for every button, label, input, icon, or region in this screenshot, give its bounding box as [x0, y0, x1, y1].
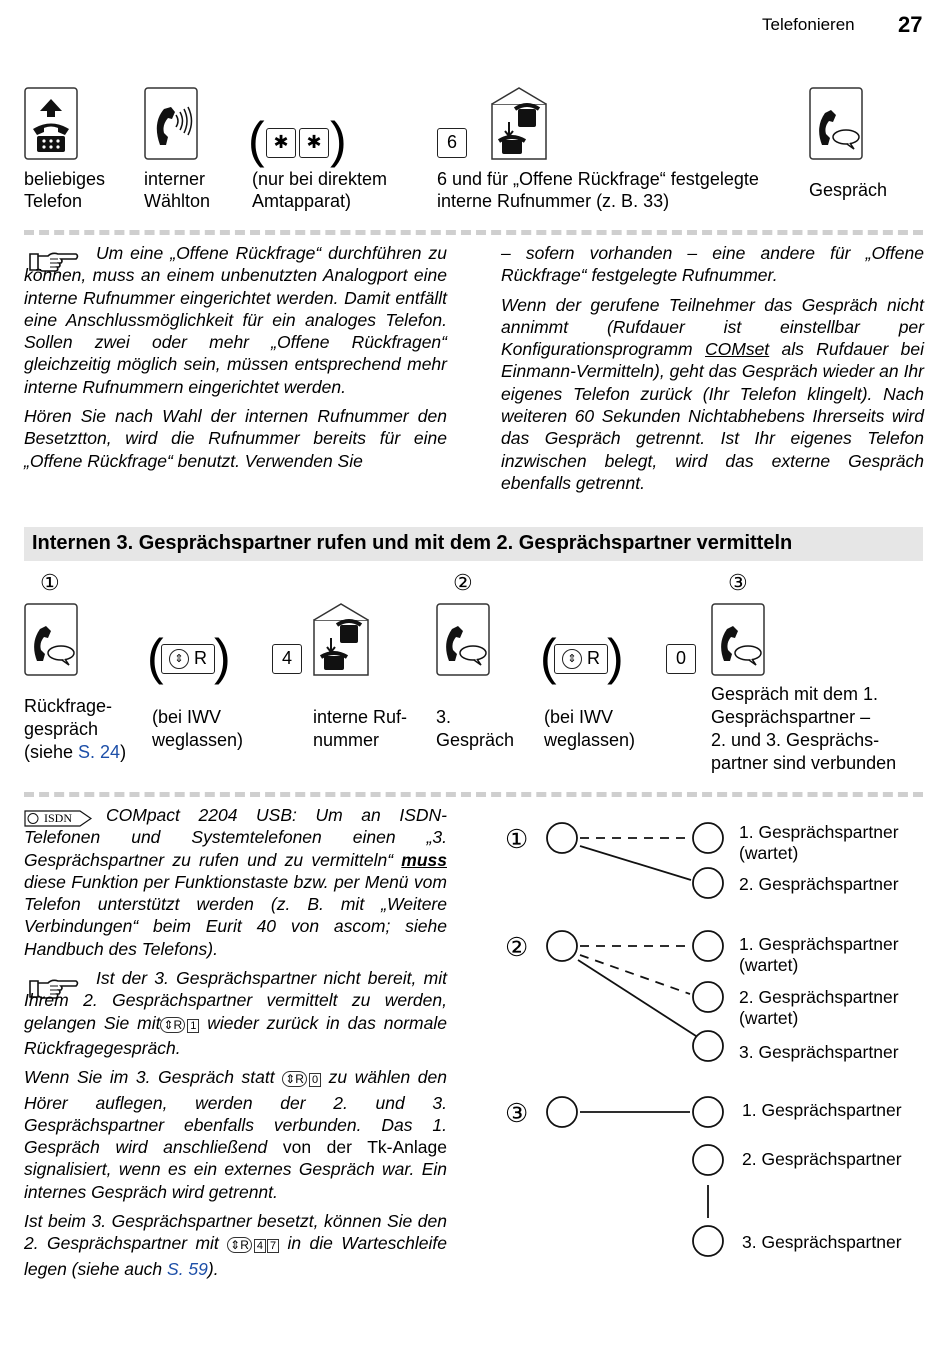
node-partner-2c: [693, 1145, 723, 1175]
paren-open: (: [147, 629, 164, 685]
caption-connected-4: partner sind verbunden: [711, 753, 897, 773]
note1-right-text-b: als Rufdauer bei Einmann-Vermitteln), geht das Gespräch wieder an Ihr eigenes Telefon zurück (Ihr Telefon klingelt). Nach weiteren 60 Sekunden Nichtabhebens Ihrerseits wird das Gespräch getrennt. Ist Ihr eigenes Telefon inzwischen belegt, wird das externe Gespräch ebenfalls getrennt.: [501, 339, 925, 493]
note1-right-paragraph-1: – sofern vorhanden – eine andere für „Offene Rückfrage“ festgelegte Rufnummer.: [501, 243, 924, 286]
node-partner-2b: [693, 982, 723, 1012]
node-partner-1c: [693, 1097, 723, 1127]
paren-close: ): [607, 629, 624, 685]
caption-query-1: Rückfrage-: [24, 696, 113, 716]
note2-paragraph-3: [24, 1066, 447, 1203]
note2-p2-text-b: wieder zurück in das normale Rückfragegespräch.: [24, 1012, 447, 1058]
active-link: [580, 846, 691, 880]
paren-open: (: [540, 629, 557, 685]
star-key-2: ✱: [299, 128, 329, 158]
caption-internal-2: nummer: [313, 730, 380, 750]
d2-label-2: 2. Gesprächspartner: [739, 987, 899, 1007]
caption-dial-tone-2: Wählton: [144, 191, 211, 211]
node-partner-3c: [693, 1226, 723, 1256]
note2-p1-text-b: diese Funktion per Funktionstaste bzw. per Menü vom Telefon unterstützt werden (z. B. mit „Weitere Verbindungen“ beim Eurit 40 von ascom; siehe Handbuch des Telefons).: [24, 871, 447, 959]
comset-link[interactable]: COMset: [705, 339, 770, 360]
recall-key-label: R: [194, 648, 207, 668]
conversation-icon: [711, 603, 765, 676]
caption-conversation: Gespräch: [809, 180, 888, 200]
note2-p3-text-a: Wenn Sie im 3. Gespräch statt: [24, 1067, 283, 1088]
caption-query-2: gespräch: [24, 719, 99, 739]
conversation-icon: [24, 603, 78, 676]
mini-key-7: 7: [267, 1239, 279, 1253]
caption-dial-tone-1: interner: [144, 169, 206, 189]
recall-key-label: R: [587, 648, 600, 668]
note1-left-paragraph-2: Hören Sie nach Wahl der internen Rufnummer den Besetztton, wird die Rufnummer bereits für eine „Offene Rückfrage“ benutzt. Verwenden Sie: [24, 406, 447, 471]
caption-direct-1: (nur bei direktem: [252, 169, 388, 189]
paren-open: (: [248, 112, 265, 168]
d2-label-3: 3. Gesprächspartner: [739, 1042, 899, 1062]
house-phone-icon: [491, 87, 547, 160]
note2-paragraph-4: [24, 1210, 447, 1280]
divider: [24, 792, 923, 797]
note2-p4-text-a: Ist beim 3. Gesprächspartner besetzt, können Sie den 2. Gesprächspartner mit: [24, 1211, 447, 1254]
up-down-icon: ⇕: [562, 649, 582, 669]
d1-label-1-wait: (wartet): [739, 843, 799, 863]
diagram-marker-1: ①: [505, 824, 529, 854]
mini-key-0: 0: [309, 1073, 321, 1087]
note2-paragraph-1: [24, 804, 447, 960]
d3-label-3: 3. Gesprächspartner: [742, 1232, 902, 1252]
caption-internal-number-2: interne Rufnummer (z. B. 33): [437, 191, 670, 211]
dial-tone-icon: [144, 87, 198, 160]
d2-label-1-wait: (wartet): [739, 955, 799, 975]
conversation-icon: [809, 87, 863, 160]
note1-left-paragraph-1: Um eine „Offene Rückfrage“ durchführen zu können, muss an einem unbenutzten Analogport eine interne Rufnummer eingerichtet werden. Damit entfällt eine Anschlussmöglichkeit für ein analoges Telefon. Sollen zwei oder mehr „Offene Rückfragen“ gleichzeitig möglich sein, müssen entsprechend mehr interne Rufnummern eingerichtet werden.: [24, 243, 447, 397]
mini-r-label: R: [295, 1072, 304, 1087]
note2-p3-text-b: zu wählen den Hörer auflegen, werden der 2. und 3. Gesprächspartner ebenfalls verbunden. Das 1. Gespräch wird anschließend: [24, 1067, 447, 1158]
mini-recall-key: ⇕R: [227, 1237, 252, 1253]
note2-p4-text-c: ).: [207, 1258, 219, 1279]
caption-connected-3: 2. und 3. Gesprächs-: [711, 730, 880, 750]
caption-any-phone-2: Telefon: [24, 191, 83, 211]
mini-recall-key: ⇕R: [282, 1071, 307, 1087]
caption-any-phone-1: beliebiges: [24, 169, 106, 189]
diagram-marker-3: ③: [505, 1098, 529, 1128]
d1-label-2: 2. Gesprächspartner: [739, 874, 899, 894]
active-link: [578, 960, 696, 1036]
note2-p2-text-a: Ist der 3. Gesprächspartner nicht bereit, mit Ihrem 2. Gesprächspartner vermittelt zu werden, gelangen Sie mit: [24, 968, 447, 1033]
mini-key-4: 4: [254, 1239, 266, 1253]
caption-third-2: Gespräch: [436, 730, 515, 750]
key-0: 0: [666, 644, 696, 674]
note2-p3-text-c: von der Tk-Anlage: [267, 1137, 447, 1158]
note1-right-paragraph-2: [501, 294, 924, 495]
caption-iwv2-1: (bei IWV: [544, 707, 614, 727]
node-own-2: [547, 931, 577, 961]
node-partner-3b: [693, 1031, 723, 1061]
step-2-marker: ②: [453, 570, 473, 595]
d3-label-2: 2. Gesprächspartner: [742, 1149, 902, 1169]
d1-label-1: 1. Gesprächspartner: [739, 822, 899, 842]
paren-close: ): [214, 629, 231, 685]
note2-p1-bold: muss: [401, 849, 447, 870]
recall-key: [161, 644, 215, 674]
caption-iwv-1: (bei IWV: [152, 707, 222, 727]
caption-connected-2: Gesprächspartner –: [711, 707, 871, 727]
key-4: 4: [272, 644, 302, 674]
isdn-label: ISDN: [44, 811, 73, 825]
step-3-marker: ③: [728, 570, 748, 595]
caption-third-1: 3.: [436, 707, 452, 727]
conversation-icon: [436, 603, 490, 676]
note2-p3-text-d: signalisiert, wenn es ein externes Gespräch war. Ein internes Gespräch wird getrennt.: [24, 1159, 447, 1202]
page-number: 27: [898, 12, 923, 37]
d2-label-2-wait: (wartet): [739, 1008, 799, 1028]
caption-direct-2: Amtapparat): [252, 191, 352, 211]
d2-label-1: 1. Gesprächspartner: [739, 934, 899, 954]
mini-recall-key: ⇕R: [160, 1017, 185, 1033]
key-6: 6: [437, 128, 467, 158]
header-title: Telefonieren: [762, 15, 855, 34]
caption-query-post: ): [120, 742, 127, 762]
node-own-3: [547, 1097, 577, 1127]
paren-close: ): [330, 112, 347, 168]
note2-paragraph-2: [24, 967, 447, 1059]
caption-internal-1: interne Ruf-: [313, 707, 408, 727]
caption-iwv-2: weglassen): [152, 730, 244, 750]
d3-label-1: 1. Gesprächspartner: [742, 1100, 902, 1120]
waiting-link: [580, 955, 690, 994]
phone-pickup-icon: [24, 87, 78, 160]
node-partner-1: [693, 823, 723, 853]
caption-connected-1: Gespräch mit dem 1.: [711, 684, 879, 704]
house-phone-icon: [313, 603, 369, 676]
note2-p4-text-b: in die Warteschleife legen (siehe auch: [24, 1233, 447, 1279]
node-partner-1b: [693, 931, 723, 961]
caption-iwv2-2: weglassen): [544, 730, 636, 750]
mini-key-1: 1: [187, 1019, 199, 1033]
divider: [24, 230, 923, 235]
up-down-icon: ⇕: [169, 649, 189, 669]
mini-r-label: R: [240, 1238, 249, 1253]
recall-key: [554, 644, 608, 674]
star-key: ✱: [266, 128, 296, 158]
section-title: Internen 3. Gesprächspartner rufen und mit dem 2. Gesprächspartner vermitteln: [32, 532, 793, 554]
step-1-marker: ①: [40, 570, 60, 595]
page-59-link[interactable]: S. 59: [167, 1258, 208, 1279]
caption-query-pre: (siehe: [24, 742, 79, 762]
mini-r-label: R: [173, 1017, 183, 1032]
caption-internal-number-1: 6 und für „Offene Rückfrage“ festgelegte: [437, 169, 759, 189]
node-own-1: [547, 823, 577, 853]
note2-p1-text-a: COMpact 2204 USB: Um an ISDN-Telefonen und Systemtelefonen einen „3. Gesprächspartner zu rufen und zu vermitteln“: [24, 805, 447, 870]
node-partner-2: [693, 868, 723, 898]
diagram-marker-2: ②: [505, 932, 529, 962]
note1-right-text-a: Wenn der gerufene Teilnehmer das Gespräch nicht annimmt (Rufdauer ist einstellbar per Konfigurationsprogramm: [501, 294, 924, 360]
page-24-link[interactable]: S. 24: [78, 742, 121, 762]
